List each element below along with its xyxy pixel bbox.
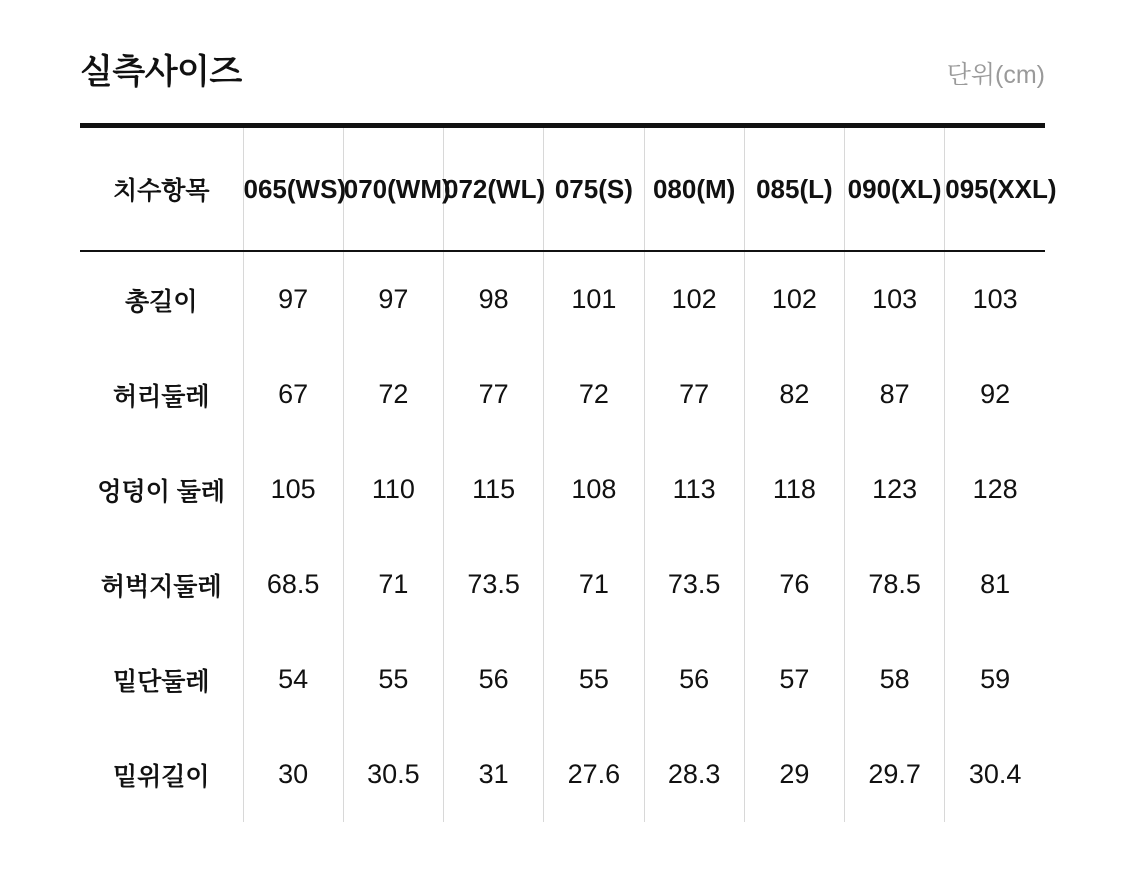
table-row [80,347,1045,442]
table-cell: 77 [444,347,544,442]
table-cell: 30 [243,727,343,822]
table-body [80,251,1045,822]
table-cell: 56 [644,632,744,727]
table-cell: 81 [980,569,1011,599]
table-cell: 55 [343,632,443,727]
table-cell: 31 [444,727,544,822]
table-cell: 27.6 [544,727,644,822]
row-label: 허리둘레 [80,347,243,442]
table-cell: 58 [845,632,945,727]
row-label: 밑위길이 [80,727,243,822]
table-row [80,442,1045,537]
row-label: 총길이 [80,251,243,347]
column-header-095: 095(XXL) [945,126,1045,252]
table-cell: 108 [544,442,644,537]
table-cell: 118 [744,442,844,537]
row-label: 허벅지둘레 [80,537,243,632]
table-cell: 56 [444,632,544,727]
table-cell: 68.5 [243,537,343,632]
column-header-075: 075(S) [544,126,644,252]
table-cell: 30.5 [343,727,443,822]
table-cell: 97 [243,251,343,347]
table-cell: 115 [444,442,544,537]
column-header-070: 070(WM) [343,126,443,252]
table-cell: 128 [972,474,1018,504]
table-cell: 55 [544,632,644,727]
table-row [80,537,1045,632]
table-cell: 72 [544,347,644,442]
column-header-065: 065(WS) [243,126,343,252]
table-cell: 92 [980,379,1011,409]
table-cell: 103 [845,251,945,347]
row-label: 엉덩이 둘레 [80,442,243,537]
table-cell: 101 [544,251,644,347]
table-cell: 87 [845,347,945,442]
column-header-085: 085(L) [744,126,844,252]
table-cell: 28.3 [644,727,744,822]
table-cell: 102 [744,251,844,347]
table-cell: 71 [544,537,644,632]
table-cell: 72 [343,347,443,442]
table-cell: 98 [444,251,544,347]
table-cell: 103 [972,284,1018,314]
page-title: 실측사이즈 [80,53,242,91]
table-cell: 110 [343,442,443,537]
table-cell: 77 [644,347,744,442]
table-cell: 82 [744,347,844,442]
table-cell: 105 [243,442,343,537]
table-cell: 73.5 [644,537,744,632]
column-header-item: 치수항목 [80,126,243,252]
table-cell: 59 [980,664,1011,694]
column-header-090: 090(XL) [845,126,945,252]
table-cell: 123 [845,442,945,537]
table-row [80,251,1045,347]
measurement-table [80,123,1057,822]
row-label: 밑단둘레 [80,632,243,727]
table-row [80,727,1045,822]
table-cell: 73.5 [444,537,544,632]
header [80,0,1045,93]
column-header-072: 072(WL) [444,126,544,252]
table-cell: 97 [343,251,443,347]
table-header [80,126,1057,252]
table-cell: 102 [644,251,744,347]
table-cell: 78.5 [845,537,945,632]
unit-label: 단위(cm) [946,61,1045,89]
table-cell: 76 [744,537,844,632]
table-cell: 57 [744,632,844,727]
table-cell: 29.7 [845,727,945,822]
table-header-row [80,126,1045,252]
table-row [80,632,1045,727]
column-header-080: 080(M) [644,126,744,252]
table-cell: 71 [343,537,443,632]
table-cell: 67 [243,347,343,442]
table-cell: 30.4 [968,759,1022,789]
table-cell: 113 [644,442,744,537]
table-cell: 29 [744,727,844,822]
table-cell: 54 [243,632,343,727]
